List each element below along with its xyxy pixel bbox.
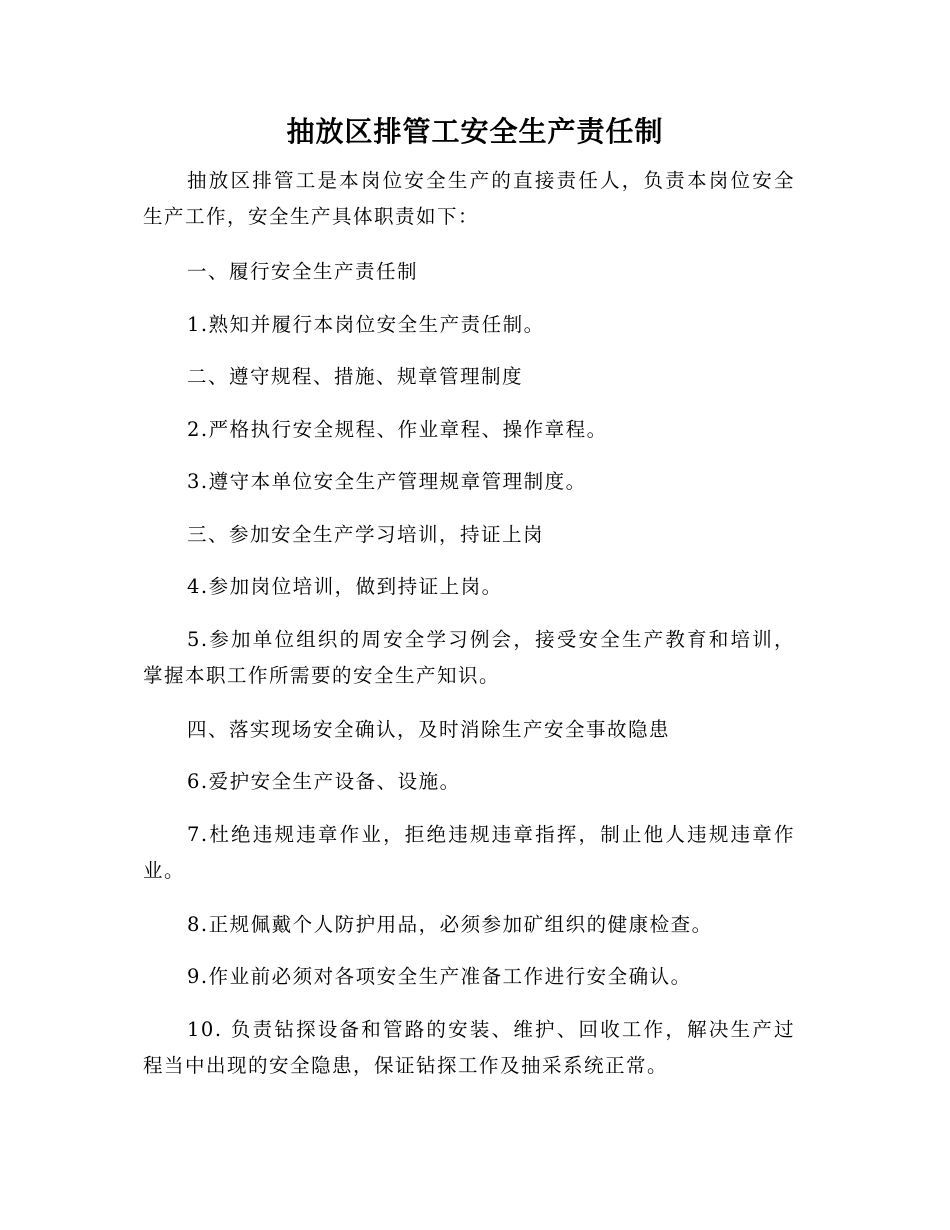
list-item-5: 5.参加单位组织的周安全学习例会，接受安全生产教育和培训，掌握本职工作所需要的安全生产知识。 bbox=[143, 628, 795, 687]
list-item-8: 8.正规佩戴个人防护用品，必须参加矿组织的健康检查。 bbox=[187, 913, 713, 936]
list-item-2: 2.严格执行安全规程、作业章程、操作章程。 bbox=[187, 418, 608, 441]
section-heading-4: 四、落实现场安全确认，及时消除生产安全事故隐患 bbox=[187, 718, 671, 741]
section-heading-1: 一、履行安全生产责任制 bbox=[187, 260, 419, 283]
list-item-1: 1.熟知并履行本岗位安全生产责任制。 bbox=[187, 313, 545, 336]
list-item-6: 6.爱护安全生产设备、设施。 bbox=[187, 770, 461, 793]
list-item-4: 4.参加岗位培训，做到持证上岗。 bbox=[187, 575, 503, 598]
list-item-9: 9.作业前必须对各项安全生产准备工作进行安全确认。 bbox=[187, 965, 692, 988]
document-title: 抽放区排管工安全生产责任制 bbox=[286, 115, 664, 148]
list-item-7: 7.杜绝违规违章作业，拒绝违规违章指挥，制止他人违规违章作业。 bbox=[143, 823, 795, 882]
intro-paragraph: 抽放区排管工是本岗位安全生产的直接责任人，负责本岗位安全生产工作，安全生产具体职责如下： bbox=[143, 169, 795, 228]
section-heading-3: 三、参加安全生产学习培训，持证上岗 bbox=[187, 523, 545, 546]
section-heading-2: 二、遵守规程、措施、规章管理制度 bbox=[187, 365, 524, 388]
list-item-10: 10. 负责钻探设备和管路的安装、维护、回收工作，解决生产过程当中出现的安全隐患，保证钻探工作及抽采系统正常。 bbox=[143, 1018, 795, 1077]
list-item-3: 3.遵守本单位安全生产管理规章管理制度。 bbox=[187, 470, 587, 493]
